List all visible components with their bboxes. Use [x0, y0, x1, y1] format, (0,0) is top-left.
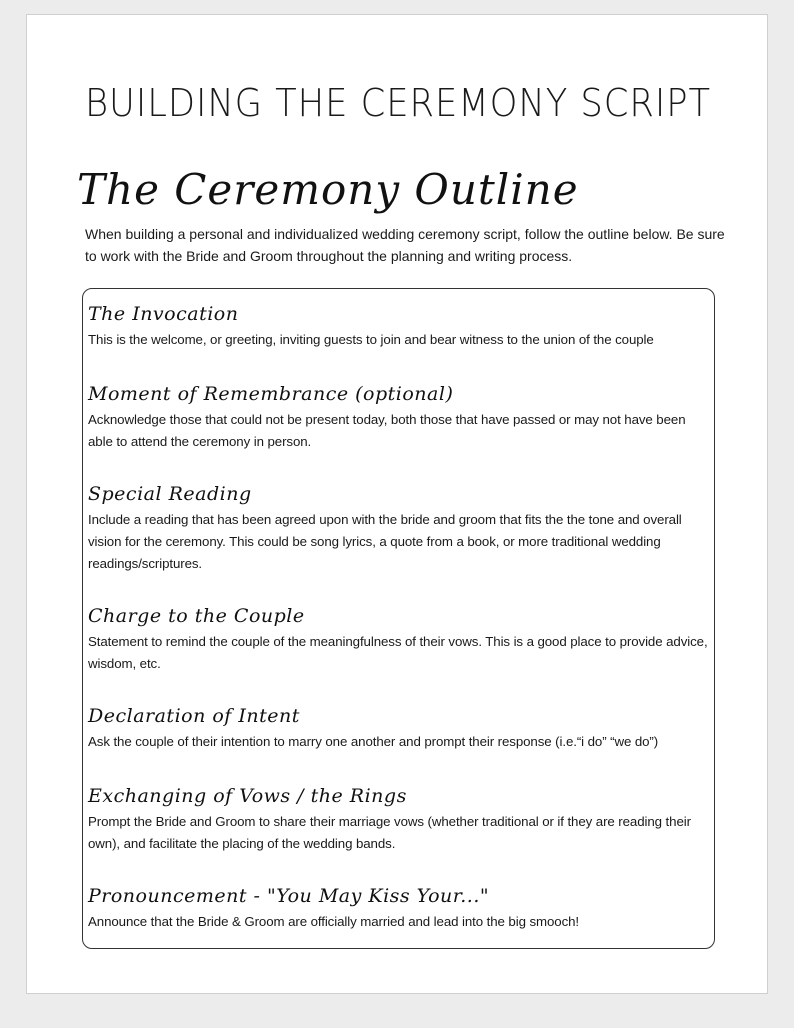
section-remembrance [88, 383, 713, 453]
section-charge [88, 605, 713, 675]
outline-box [82, 288, 715, 949]
section-body: Include a reading that has been agreed upon with the bride and groom that fits the the tone and overall vision for the ceremony. This could be song lyrics, a quote from a book, or more traditional wedding readings/scriptures. [88, 512, 682, 571]
section-special-reading [88, 483, 713, 575]
section-title: Special Reading [88, 483, 252, 505]
document-page [26, 14, 768, 994]
outline-heading: The Ceremony Outline [77, 165, 579, 214]
intro-paragraph: When building a personal and individualized wedding ceremony script, follow the outline below. Be sure to work with the Bride and Groom throughout the planning and writing process. [85, 226, 725, 264]
section-title: Charge to the Couple [88, 605, 305, 627]
section-body: Acknowledge those that could not be present today, both those that have passed or may not have been able to attend the ceremony in person. [88, 412, 686, 449]
section-title: Exchanging of Vows / the Rings [88, 785, 407, 807]
section-body: Prompt the Bride and Groom to share their marriage vows (whether traditional or if they are reading their own), and facilitate the placing of the wedding bands. [88, 814, 691, 851]
section-pronouncement [88, 885, 713, 933]
section-body: Announce that the Bride & Groom are officially married and lead into the big smooch! [88, 914, 580, 929]
section-vows [88, 785, 713, 855]
section-body: Statement to remind the couple of the meaningfulness of their vows. This is a good place to provide advice, wisdom, etc. [88, 634, 708, 671]
section-title: Moment of Remembrance (optional) [88, 383, 454, 405]
section-body: Ask the couple of their intention to marry one another and prompt their response (i.e.“i do” “we do”) [88, 734, 659, 749]
section-body: This is the welcome, or greeting, inviting guests to join and bear witness to the union of the couple [88, 332, 654, 347]
section-declaration [88, 705, 713, 753]
section-title: Pronouncement - "You May Kiss Your..." [88, 885, 490, 907]
section-title: The Invocation [88, 303, 239, 325]
section-title: Declaration of Intent [88, 705, 300, 727]
section-invocation [88, 303, 713, 351]
page-title: BUILDING THE CEREMONY SCRIPT [84, 81, 712, 125]
